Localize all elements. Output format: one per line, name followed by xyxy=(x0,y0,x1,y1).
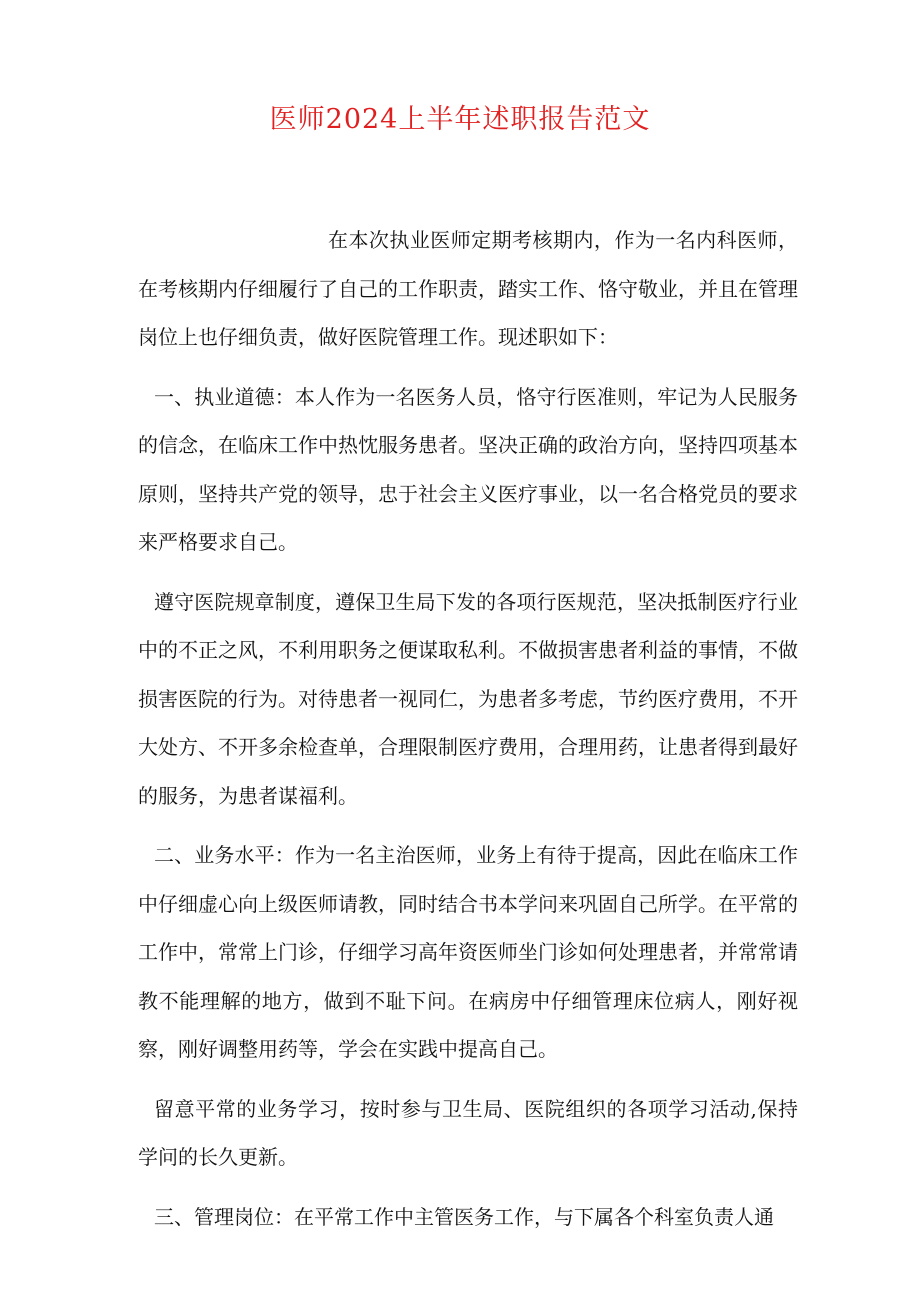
paragraph-professional-ethics: 一、执业道德：本人作为一名医务人员，恪守行医准则，牢记为人民服务的信念，在临床工作中热忱服务患者。坚决正确的政治方向，坚持四项基本原则，坚持共产党的领导，忠于社会主义医疗事业，以一名合格党员的要求来严格要求自己。 xyxy=(138,384,798,554)
paragraph-professional-level: 二、业务水平：作为一名主治医师，业务上有待于提高，因此在临床工作中仔细虚心向上级医师请教，同时结合书本学问来巩固自己所学。在平常的工作中，常常上门诊，仔细学习高年资医师坐门诊如何处理患者，并常常请教不能理解的地方，做到不耻下问。在病房中仔细管理床位病人，刚好视察，刚好调整用药等，学会在实践中提高自己。 xyxy=(138,843,798,1061)
paragraph-intro: 在本次执业医师定期考核期内，作为一名内科医师，在考核期内仔细履行了自己的工作职责，踏实工作、恪守敬业，并且在管理岗位上也仔细负责，做好医院管理工作。现述职如下： xyxy=(138,228,798,349)
paragraph-hospital-rules: 遵守医院规章制度，遵保卫生局下发的各项行医规范，坚决抵制医疗行业中的不正之风，不利用职务之便谋取私利。不做损害患者利益的事情，不做损害医院的行为。对待患者一视同仁，为患者多考虑，节约医疗费用，不开大处方、不开多余检查单，合理限制医疗费用，合理用药，让患者得到最好的服务，为患者谋福利。 xyxy=(138,589,798,808)
document-title: 医师2024上半年述职报告范文 xyxy=(269,104,651,135)
paragraph-study: 留意平常的业务学习，按时参与卫生局、医院组织的各项学习活动,保持学问的长久更新。 xyxy=(138,1096,798,1169)
paragraph-management: 三、管理岗位：在平常工作中主管医务工作，与下属各个科室负责人通 xyxy=(154,1204,774,1229)
document-body xyxy=(138,216,798,1252)
